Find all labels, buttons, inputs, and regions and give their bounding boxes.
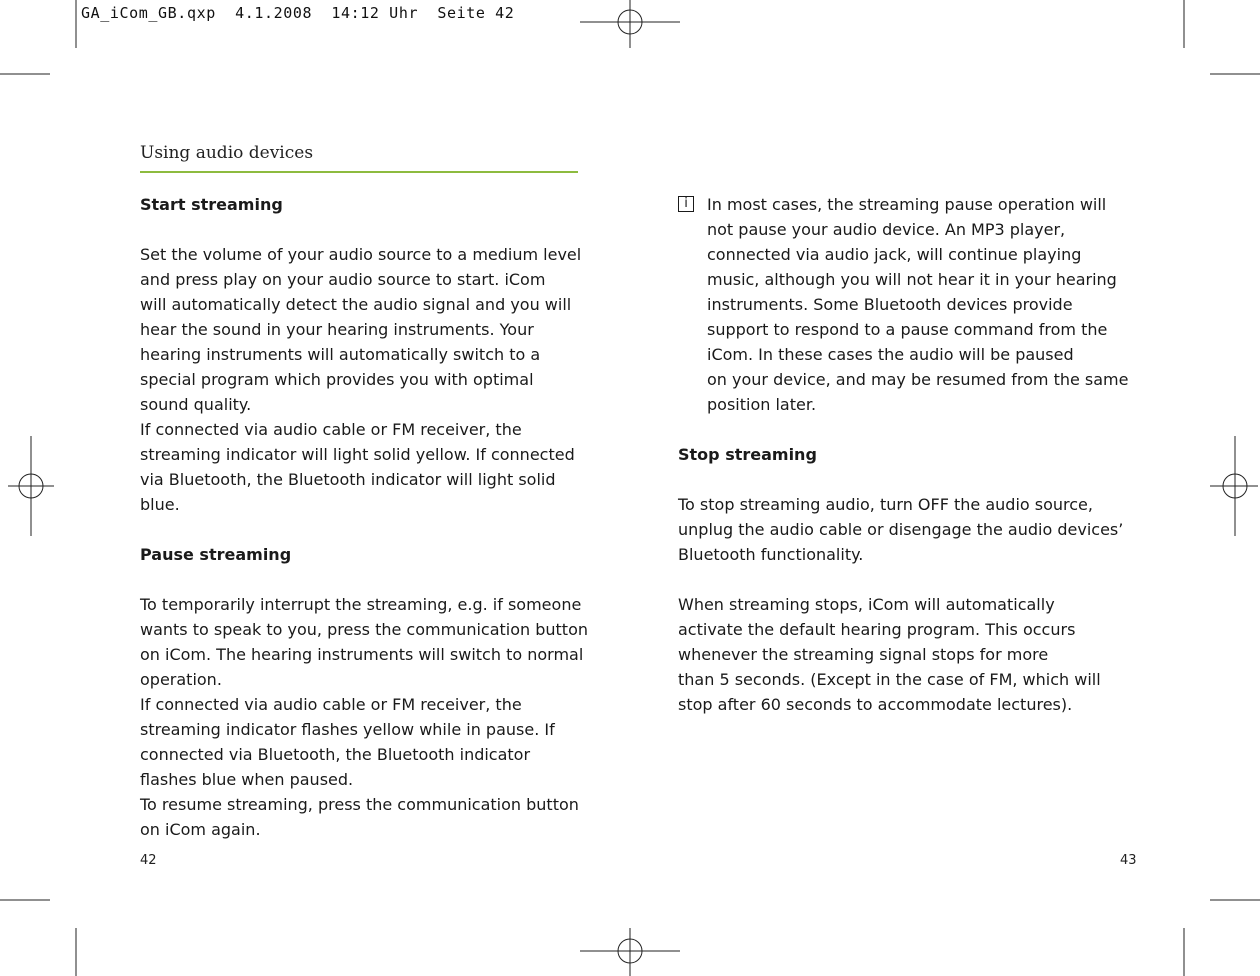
text-line: on iCom again. (140, 820, 261, 839)
text-line: To temporarily interrupt the streaming, e.g. if someone (140, 595, 582, 614)
text-line: not pause your audio device. An MP3 player, (707, 220, 1066, 239)
text-line: Bluetooth functionality. (678, 545, 864, 564)
text-line: connected via Bluetooth, the Bluetooth indicator (140, 745, 531, 764)
pause-streaming-body (140, 592, 588, 842)
text-line: on iCom. The hearing instruments will switch to normal (140, 645, 584, 664)
text-line: If connected via audio cable or FM receiver, the (140, 695, 522, 714)
text-line: flashes blue when paused. (140, 770, 354, 789)
text-line: In most cases, the streaming pause operation will (707, 195, 1107, 214)
text-line: will automatically detect the audio signal and you will (140, 295, 572, 314)
text-line: To resume streaming, press the communication button (140, 795, 579, 814)
text-line: special program which provides you with optimal (140, 370, 534, 389)
text-line: wants to speak to you, press the communication button (140, 620, 589, 639)
text-line: on your device, and may be resumed from the same (707, 370, 1129, 389)
start-streaming-heading: Start streaming (140, 195, 283, 214)
stop-streaming-section (678, 442, 1123, 717)
stop-streaming-heading: Stop streaming (678, 445, 817, 464)
text-line: streaming indicator flashes yellow while in pause. If (140, 720, 555, 739)
text-line: hearing instruments will automatically switch to a (140, 345, 541, 364)
pause-streaming-heading: Pause streaming (140, 545, 292, 564)
text-line: than 5 seconds. (Except in the case of FM, which will (678, 670, 1101, 689)
header-divider (140, 171, 578, 173)
text-line: If connected via audio cable or FM receiver, the (140, 420, 522, 439)
print-slug: GA_iCom_GB.qxp 4.1.2008 14:12 Uhr Seite 42 (81, 4, 515, 22)
section-header: Using audio devices (140, 143, 314, 163)
text-line: sound quality. (140, 395, 252, 414)
page-number-left: 42 (140, 853, 157, 868)
text-line: iCom. In these cases the audio will be paused (707, 345, 1074, 364)
text-line: instruments. Some Bluetooth devices provide (707, 295, 1073, 314)
text-line: Set the volume of your audio source to a medium level (140, 245, 582, 264)
text-line: stop after 60 seconds to accommodate lectures). (678, 695, 1073, 714)
left-column (140, 192, 588, 842)
text-line: streaming indicator will light solid yellow. If connected (140, 445, 575, 464)
text-line: connected via audio jack, will continue playing (707, 245, 1082, 264)
text-line: via Bluetooth, the Bluetooth indicator will light solid (140, 470, 556, 489)
text-line: When streaming stops, iCom will automatically (678, 595, 1055, 614)
text-line: To stop streaming audio, turn OFF the audio source, (678, 495, 1093, 514)
text-line: blue. (140, 495, 180, 514)
info-icon: i (678, 196, 694, 212)
text-line: music, although you will not hear it in your hearing (707, 270, 1117, 289)
page-number-right: 43 (1120, 853, 1137, 868)
text-line: position later. (707, 395, 817, 414)
info-note (707, 192, 1128, 417)
start-streaming-body (140, 242, 588, 517)
text-line: hear the sound in your hearing instruments. Your (140, 320, 534, 339)
text-line: support to respond to a pause command from the (707, 320, 1108, 339)
text-line: and press play on your audio source to start. iCom (140, 270, 546, 289)
text-line: whenever the streaming signal stops for more (678, 645, 1049, 664)
text-line: activate the default hearing program. This occurs (678, 620, 1076, 639)
text-line: unplug the audio cable or disengage the audio devices’ (678, 520, 1124, 539)
text-line: operation. (140, 670, 222, 689)
